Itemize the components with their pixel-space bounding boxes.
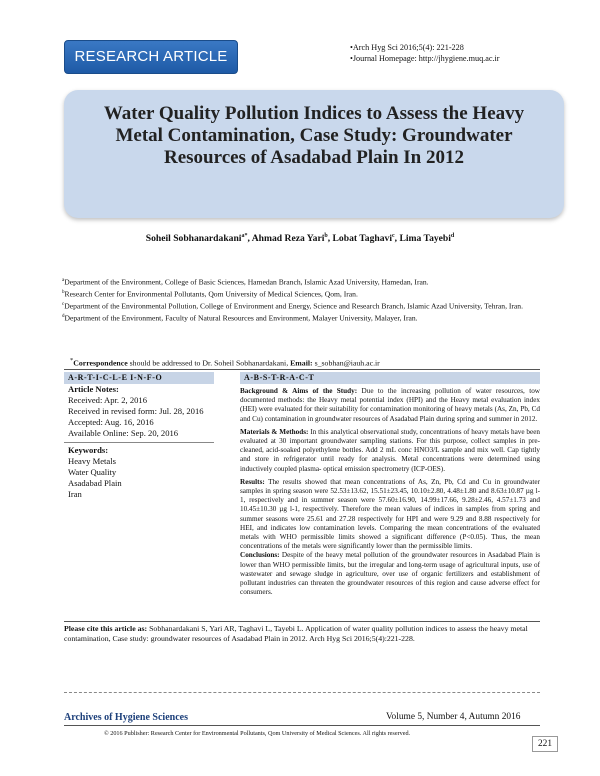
keyword: Heavy Metals	[68, 456, 116, 466]
divider	[64, 725, 540, 726]
footer-volume: Volume 5, Number 4, Autumn 2016	[386, 712, 521, 722]
affiliations	[62, 276, 542, 324]
keyword: Iran	[68, 489, 82, 499]
notes-label: Article Notes:	[68, 384, 119, 394]
footer-journal: Archives of Hygiene Sciences	[64, 712, 188, 723]
citation	[64, 621, 540, 644]
article-notes	[64, 384, 214, 439]
author-affil-mark: d	[450, 233, 455, 239]
abstract-methods: Materials & Methods: In this analytical observational study, concentrations of heavy metals have been evaluated at 30 important groundwater sampling stations. For this purpose, collect samples in pre-cleaned, acid-soaked polyethylene bottles. Add 2 mL conc HNO3/L sample and mix well. Cap tightly and store in refrigerator until ready for analysis. Metal concentrations were determined using inductively coupled plasma- optical emission spectrometry (ICP-OES).	[240, 427, 541, 473]
abstract	[240, 372, 540, 601]
author-affil-mark: b	[324, 233, 328, 239]
article-info	[64, 372, 214, 500]
correspondence: *Correspondence should be addressed to Dr. Soheil Sobhanardakani, Email: s_sobhan@iauh.ac.ir	[70, 357, 380, 368]
abstract-results: Results: The results showed that mean concentrations of As, Zn, Pb, Cd and Cu in groundwater samples in spring season were 52.53±13.62, 15.51±23.45, 10.10±2.80, 4.48±1.80 and 8.63±10.87 µg l-1, respectively and in summer season were 57.60±16.90, 14.99±17.66, 9.28±2.46, 4.57±1.73 and 10.45±10.30 µg l-1, respectively. Therefore the mean values of indices in samples from spring and summer seasons were 25.61 and 27.28 respectively for HPI and were 9.29 and 8.88 respectively for HEI, and indicates low contamination levels. Comparing the mean concentrations of the evaluated metals with WHO permissible limits showed a significant difference (P<0.05). Thus, the mean concentrations of the metals were significantly lower than the permissible limits.	[240, 477, 540, 551]
journal-homepage: •Journal Homepage: http://jhygiene.muq.ac.ir	[350, 54, 500, 63]
citation-text: Sobhanardakani S, Yari AR, Taghavi L, Tayebi L. Application of water quality pollution indices to assess the heavy metal contamination, Case study: groundwater resources of Asadabad Plain in 2012. Arch Hyg Sci 2016;5(4):221-228.	[64, 624, 528, 644]
accepted-date: Accepted: Aug. 16, 2016	[68, 417, 154, 427]
keyword: Water Quality	[68, 467, 117, 477]
journal-info	[350, 42, 500, 64]
author-name: Ahmad Reza Yari	[251, 233, 325, 245]
abstract-body	[240, 387, 540, 597]
affiliation-item: $^c$Department of the Environmental Pollution, College of Environment and Energy, Science and Research Branch, Islamic Azad University, Tehran, Iran.	[62, 301, 523, 311]
abstract-conclusions: Conclusions: Despite of the heavy metal pollution of the groundwater resources in Asadabad Plain is lower than WHO permissible limits, but the irregular and long-term usage of agricultural inputs, use of wastewater and sewage sludge in agriculture, over use of organic fertilizers and establishment of pollutant industries can threaten the groundwater resources of this region and cause adverse effect for consumers.	[240, 551, 540, 597]
affiliation-item: $^b$Research Center for Environmental Pollutants, Qom University of Medical Sciences, Qom, Iran.	[62, 289, 358, 299]
correspondence-email[interactable]: s_sobhan@iauh.ac.ir	[312, 358, 380, 368]
received-date: Received: Apr. 2, 2016	[68, 395, 148, 405]
copyright: © 2016 Publisher: Research Center for Environmental Pollutants, Qom University of Medical Sciences. All rights reserved.	[104, 730, 411, 737]
author-name: Soheil Sobhanardakani	[145, 233, 242, 245]
divider	[64, 442, 214, 443]
author-name: Lima Tayebi	[399, 233, 451, 245]
article-type-badge: RESEARCH ARTICLE	[64, 40, 238, 74]
author-name: Lobat Taghavi	[332, 233, 392, 245]
online-date: Available Online: Sep. 20, 2016	[68, 428, 179, 438]
affiliation-item: $^d$Department of the Environment, Faculty of Natural Resources and Environment, Malayer University, Malayer, Iran.	[62, 313, 418, 323]
author-affil-mark: c	[392, 233, 395, 239]
article-info-heading: A-R-T-I-C-L-E I-N-F-O	[64, 372, 214, 384]
page-number: 221	[532, 736, 558, 752]
author-list: Soheil Sobhanardakani$^{a*}$, Ahmad Reza Yari$^b$, Lobat Taghavi$^c$, Lima Tayebi$^d$	[145, 233, 455, 245]
divider	[64, 692, 540, 693]
citation-label: Please cite this article as:	[64, 624, 148, 633]
abstract-heading: A-B-S-T-R-A-C-T	[240, 372, 540, 384]
divider	[64, 369, 540, 370]
article-title: Water Quality Pollution Indices to Assess the Heavy Metal Contamination, Case Study: Groundwater Resources of Asadabad Plain In 2012	[103, 103, 525, 168]
keyword: Asadabad Plain	[68, 478, 122, 488]
keywords-label: Keywords:	[68, 445, 109, 455]
revised-date: Received in revised form: Jul. 28, 2016	[68, 406, 204, 416]
abstract-background: Background & Aims of the Study: Due to the increasing pollution of water resources, tow documented methods: the Heavy metal potential index (HPI) and the Heavy metal evaluation index (HEI) were evaluated for their suitability for contamination monitoring of heavy metals (As, Zn, Pb, Cd and Cu) contamination in groundwater resources of Asadabad Plain during spring and summer in 2012.	[240, 387, 540, 423]
author-affil-mark: a*	[241, 233, 248, 239]
title-box	[64, 90, 564, 218]
journal-citation: •Arch Hyg Sci 2016;5(4): 221-228	[350, 43, 464, 52]
affiliation-item: $^a$Department of the Environment, College of Basic Sciences, Hamedan Branch, Islamic Azad University, Hamedan, Iran.	[62, 277, 429, 287]
correspondence-label: Correspondence	[73, 358, 128, 368]
keywords	[64, 445, 214, 500]
